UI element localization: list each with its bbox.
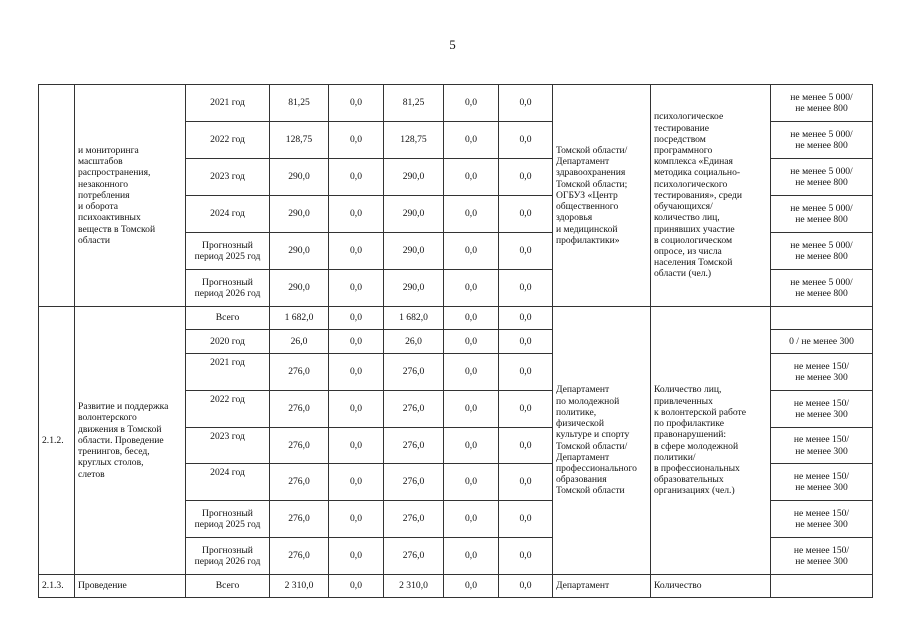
regional-value: 128,75 <box>384 122 444 159</box>
other-value: 0,0 <box>499 159 553 196</box>
item-code <box>39 85 75 307</box>
federal-value: 0,0 <box>329 538 384 575</box>
period-label: Прогнозный период 2025 год <box>186 233 270 270</box>
regional-value: 26,0 <box>384 330 444 354</box>
total-value: 276,0 <box>270 354 329 391</box>
period-label: Прогнозный период 2025 год <box>186 501 270 538</box>
regional-value: 290,0 <box>384 159 444 196</box>
other-value: 0,0 <box>499 330 553 354</box>
federal-value: 0,0 <box>329 196 384 233</box>
local-value: 0,0 <box>444 122 499 159</box>
local-value: 0,0 <box>444 354 499 391</box>
regional-value: 1 682,0 <box>384 307 444 330</box>
period-label: 2023 год <box>186 428 270 464</box>
period-label: 2021 год <box>186 354 270 391</box>
total-value: 276,0 <box>270 428 329 464</box>
regional-value: 290,0 <box>384 196 444 233</box>
indicator-name: психологическое тестирование посредством программного комплекса «Единая методика социально- психологического тестирования», среди обучающихся/ количество лиц, принявших участие в социологическом опросе, из числа населения Томской области (чел.) <box>651 85 771 307</box>
other-value: 0,0 <box>499 501 553 538</box>
item-description: Проведение <box>75 575 186 598</box>
target-value: не менее 150/ не менее 300 <box>771 501 873 538</box>
regional-value: 276,0 <box>384 391 444 428</box>
target-value: не менее 150/ не менее 300 <box>771 464 873 501</box>
target-value <box>771 575 873 598</box>
regional-value: 276,0 <box>384 428 444 464</box>
period-label: Всего <box>186 307 270 330</box>
period-label: 2024 год <box>186 464 270 501</box>
period-label: 2021 год <box>186 85 270 122</box>
regional-value: 290,0 <box>384 270 444 307</box>
local-value: 0,0 <box>444 159 499 196</box>
federal-value: 0,0 <box>329 464 384 501</box>
total-value: 276,0 <box>270 464 329 501</box>
item-description: и мониторинга масштабов распространения, незаконного потребления и оборота психоактивных веществ в Томской области <box>75 85 186 307</box>
period-label: 2020 год <box>186 330 270 354</box>
period-label: 2022 год <box>186 122 270 159</box>
local-value: 0,0 <box>444 233 499 270</box>
local-value: 0,0 <box>444 330 499 354</box>
target-value: не менее 5 000/ не менее 800 <box>771 122 873 159</box>
period-label: Прогнозный период 2026 год <box>186 270 270 307</box>
total-value: 290,0 <box>270 196 329 233</box>
total-value: 276,0 <box>270 501 329 538</box>
target-value: не менее 5 000/ не менее 800 <box>771 159 873 196</box>
responsible-executor: Департамент по молодежной политике, физической культуре и спорту Томской области/ Департамент профессионального образования Томской области <box>553 307 651 575</box>
table-row <box>39 575 873 598</box>
regional-value: 276,0 <box>384 464 444 501</box>
federal-value: 0,0 <box>329 233 384 270</box>
target-value: не менее 150/ не менее 300 <box>771 428 873 464</box>
other-value: 0,0 <box>499 85 553 122</box>
local-value: 0,0 <box>444 270 499 307</box>
table-row <box>39 85 873 122</box>
local-value: 0,0 <box>444 307 499 330</box>
federal-value: 0,0 <box>329 307 384 330</box>
total-value: 276,0 <box>270 538 329 575</box>
other-value: 0,0 <box>499 122 553 159</box>
target-value: не менее 150/ не менее 300 <box>771 538 873 575</box>
responsible-executor: Департамент <box>553 575 651 598</box>
total-value: 276,0 <box>270 391 329 428</box>
local-value: 0,0 <box>444 464 499 501</box>
regional-value: 81,25 <box>384 85 444 122</box>
period-label: 2024 год <box>186 196 270 233</box>
period-label: 2022 год <box>186 391 270 428</box>
item-code: 2.1.3. <box>39 575 75 598</box>
local-value: 0,0 <box>444 501 499 538</box>
total-value: 2 310,0 <box>270 575 329 598</box>
responsible-executor: Томской области/ Департамент здравоохранения Томской области; ОГБУЗ «Центр общественного здоровья и медицинской профилактики» <box>553 85 651 307</box>
local-value: 0,0 <box>444 538 499 575</box>
federal-value: 0,0 <box>329 354 384 391</box>
regional-value: 276,0 <box>384 354 444 391</box>
total-value: 1 682,0 <box>270 307 329 330</box>
federal-value: 0,0 <box>329 330 384 354</box>
indicator-name: Количество лиц, привлеченных к волонтерской работе по профилактике правонарушений: в сфере молодежной политики/ в профессиональных образовательных организациях (чел.) <box>651 307 771 575</box>
federal-value: 0,0 <box>329 428 384 464</box>
other-value: 0,0 <box>499 575 553 598</box>
total-value: 128,75 <box>270 122 329 159</box>
local-value: 0,0 <box>444 391 499 428</box>
federal-value: 0,0 <box>329 501 384 538</box>
program-table <box>38 84 873 598</box>
federal-value: 0,0 <box>329 391 384 428</box>
regional-value: 2 310,0 <box>384 575 444 598</box>
total-value: 290,0 <box>270 233 329 270</box>
local-value: 0,0 <box>444 196 499 233</box>
period-label: Всего <box>186 575 270 598</box>
regional-value: 276,0 <box>384 538 444 575</box>
indicator-name: Количество <box>651 575 771 598</box>
federal-value: 0,0 <box>329 122 384 159</box>
other-value: 0,0 <box>499 391 553 428</box>
local-value: 0,0 <box>444 85 499 122</box>
target-value: не менее 5 000/ не менее 800 <box>771 270 873 307</box>
other-value: 0,0 <box>499 307 553 330</box>
total-value: 290,0 <box>270 270 329 307</box>
other-value: 0,0 <box>499 464 553 501</box>
target-value <box>771 307 873 330</box>
local-value: 0,0 <box>444 575 499 598</box>
period-label: 2023 год <box>186 159 270 196</box>
target-value: не менее 5 000/ не менее 800 <box>771 233 873 270</box>
federal-value: 0,0 <box>329 575 384 598</box>
table-row <box>39 307 873 330</box>
local-value: 0,0 <box>444 428 499 464</box>
federal-value: 0,0 <box>329 159 384 196</box>
item-code: 2.1.2. <box>39 307 75 575</box>
regional-value: 276,0 <box>384 501 444 538</box>
other-value: 0,0 <box>499 270 553 307</box>
target-value: не менее 150/ не менее 300 <box>771 391 873 428</box>
other-value: 0,0 <box>499 354 553 391</box>
target-value: 0 / не менее 300 <box>771 330 873 354</box>
federal-value: 0,0 <box>329 270 384 307</box>
other-value: 0,0 <box>499 233 553 270</box>
other-value: 0,0 <box>499 538 553 575</box>
federal-value: 0,0 <box>329 85 384 122</box>
page-number: 5 <box>449 37 456 52</box>
period-label: Прогнозный период 2026 год <box>186 538 270 575</box>
total-value: 290,0 <box>270 159 329 196</box>
total-value: 26,0 <box>270 330 329 354</box>
total-value: 81,25 <box>270 85 329 122</box>
other-value: 0,0 <box>499 196 553 233</box>
item-description: Развитие и поддержка волонтерского движения в Томской области. Проведение тренингов, бесед, круглых столов, слетов <box>75 307 186 575</box>
target-value: не менее 5 000/ не менее 800 <box>771 85 873 122</box>
target-value: не менее 150/ не менее 300 <box>771 354 873 391</box>
target-value: не менее 5 000/ не менее 800 <box>771 196 873 233</box>
regional-value: 290,0 <box>384 233 444 270</box>
other-value: 0,0 <box>499 428 553 464</box>
